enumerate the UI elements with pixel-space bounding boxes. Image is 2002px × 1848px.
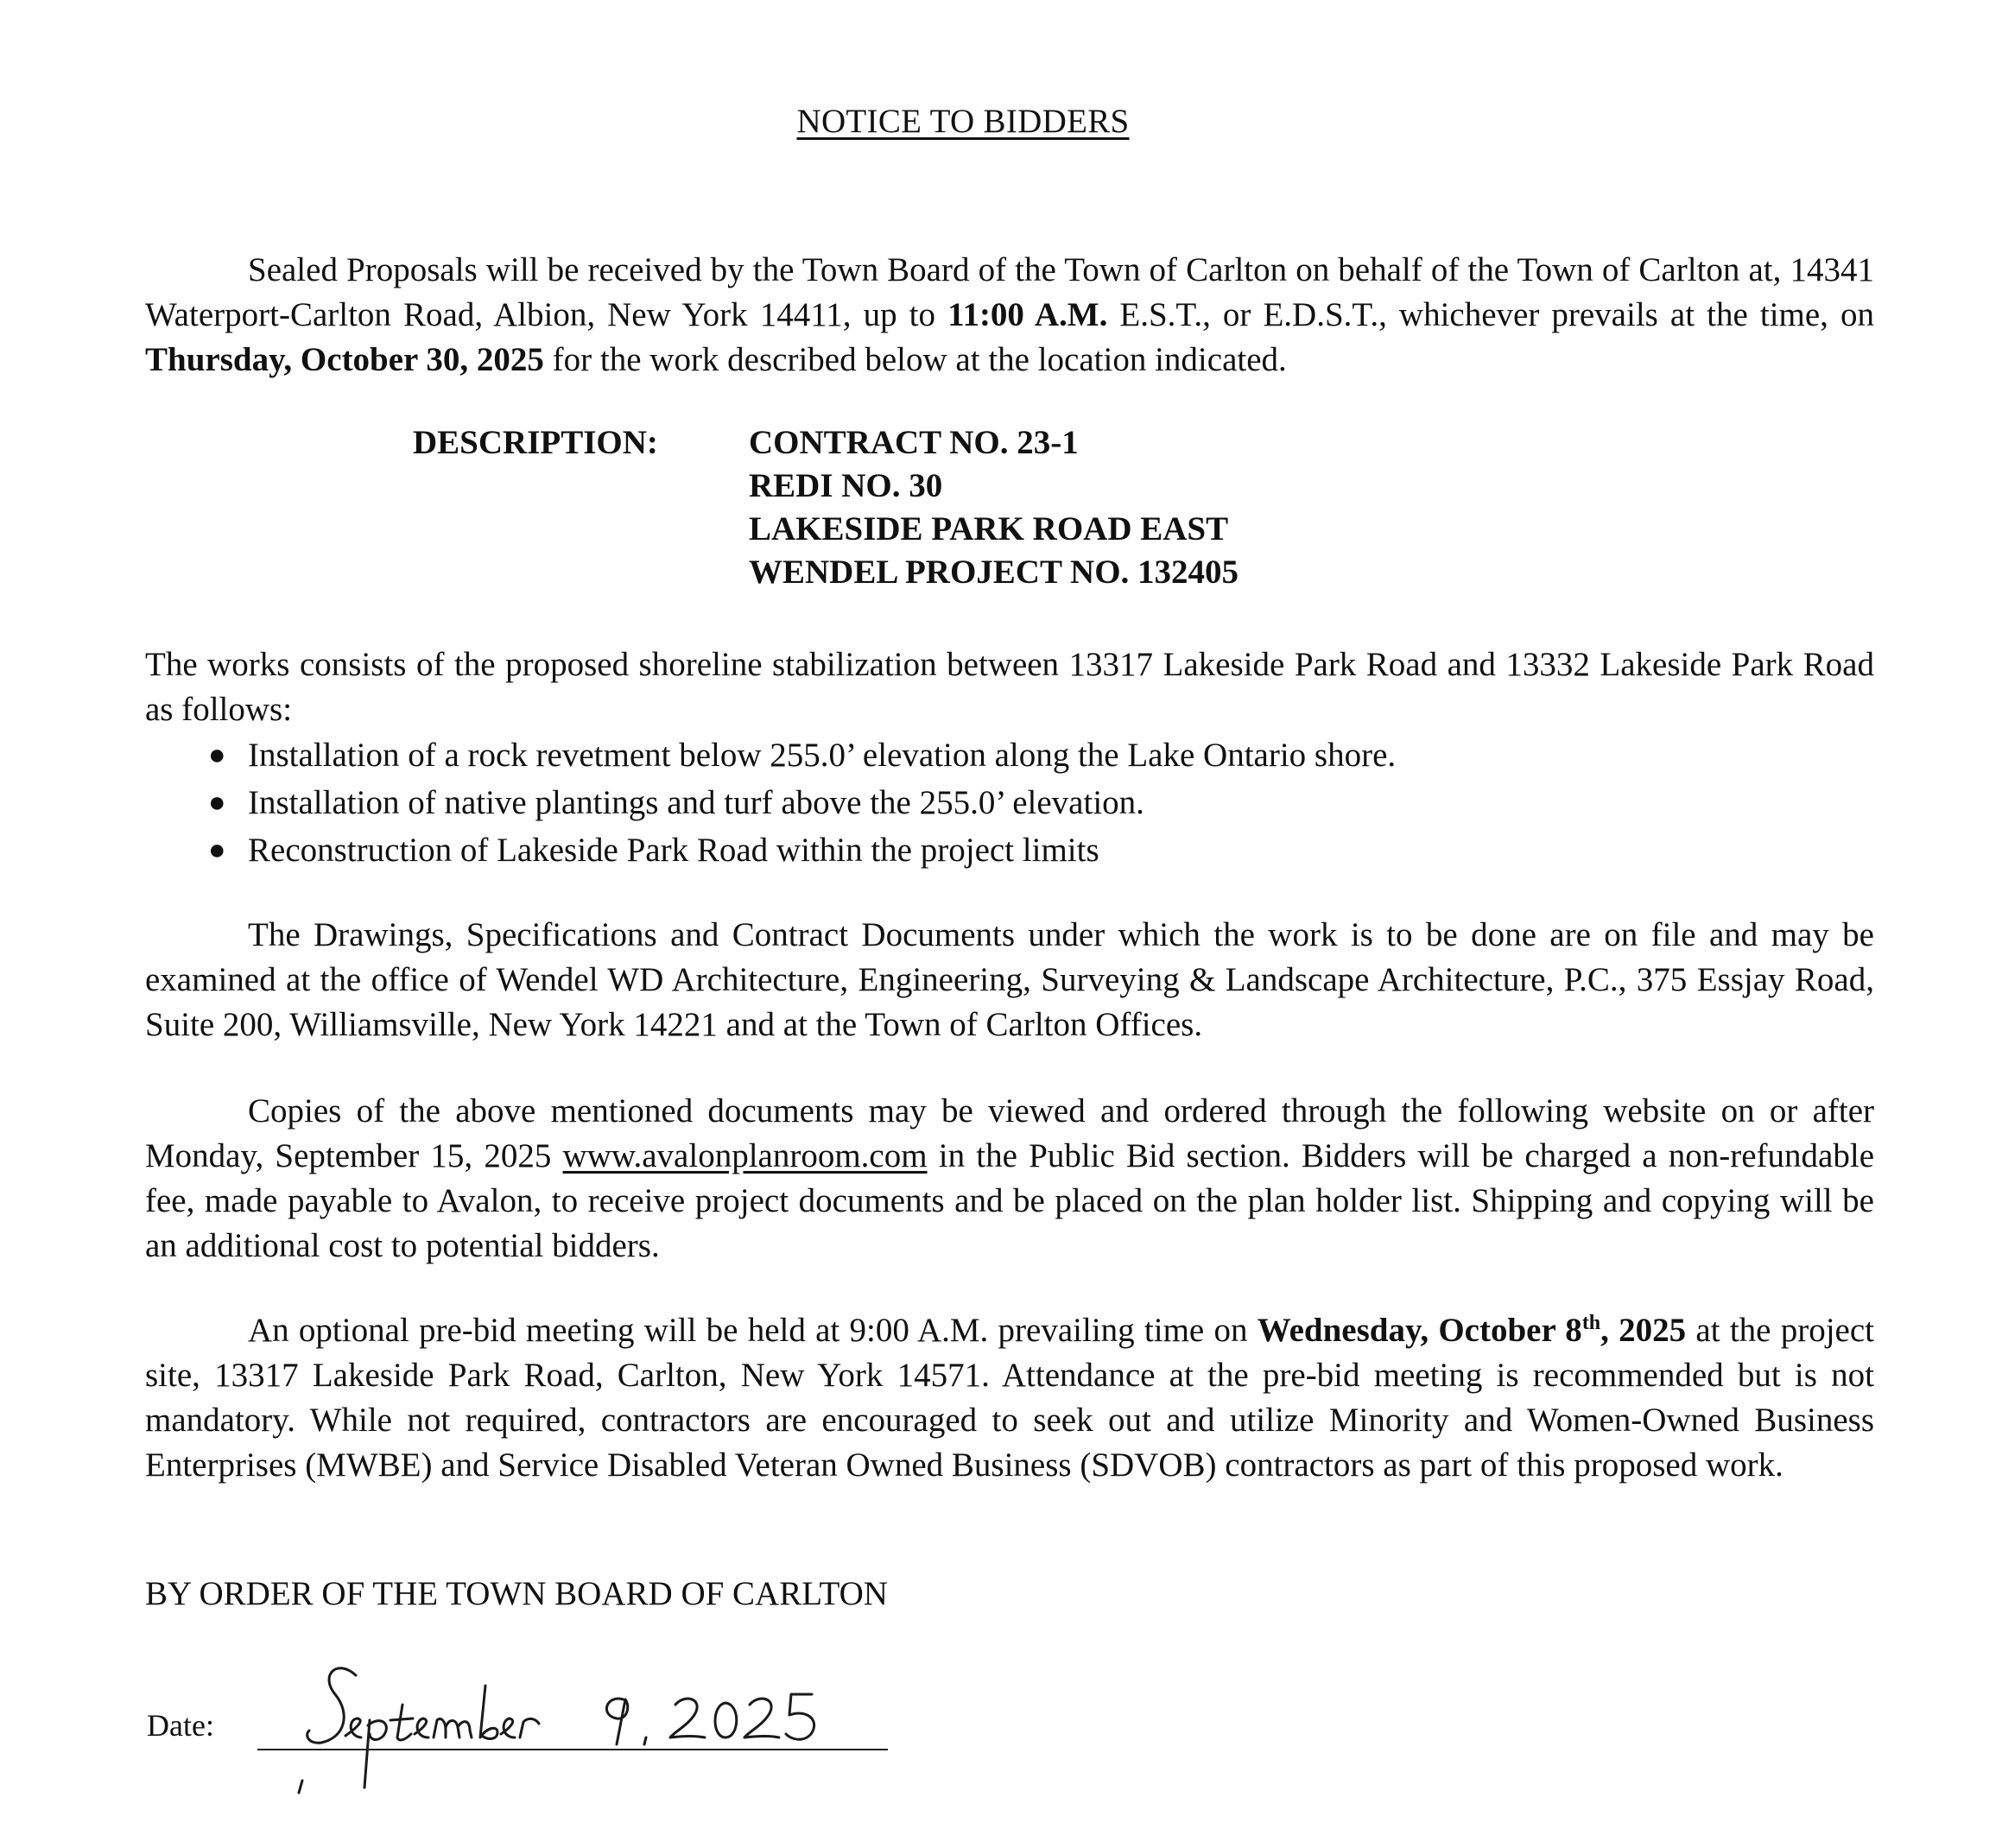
list-item (145, 779, 1872, 826)
copies-paragraph (145, 1089, 1874, 1269)
description-lines (749, 421, 1239, 594)
meeting-text-1: An optional pre-bid meeting will be held at 9:00 A.M. prevailing time on (248, 1312, 1258, 1349)
works-list (145, 731, 1872, 874)
description-line: CONTRACT NO. 23-1 (749, 424, 1079, 461)
description-line: LAKESIDE PARK ROAD EAST (749, 510, 1229, 547)
description-line: REDI NO. 30 (749, 467, 943, 504)
meeting-text-2: at the project site, 13317 Lakeside Park Road, Carlton, New York 14571. Attendance at the pre-bid meeting is recommended but is not mandatory. While not required, contractors are encouraged to seek out and utilize Minority and Women-Owned Business Enterprises (MWBE) and Service Disabled Veteran Owned Business (SDVOB) contractors as part of this proposed work. (145, 1312, 1874, 1484)
bullet-icon: ● (208, 834, 226, 866)
meeting-date-main: Wednesday, October 8 (1257, 1312, 1582, 1349)
list-item (145, 731, 1872, 779)
intro-text-1: Sealed Proposals will be received by the Town Board of the Town of Carlton on behalf of the Town of Carlton at, 14341 Waterport-Carlton Road, Albion, New York 14411, up to (145, 251, 1874, 333)
handwritten-date-signature (285, 1641, 915, 1796)
intro-paragraph (145, 248, 1874, 383)
meeting-paragraph (145, 1308, 1874, 1488)
copies-text-1: Copies of the above mentioned documents may be viewed and ordered through the following website on or after Monday, September 15, 2025 (145, 1092, 1874, 1174)
list-item (145, 826, 1872, 874)
bullet-icon: ● (208, 787, 226, 819)
drawings-paragraph: The Drawings, Specifications and Contract Documents under which the work is to be done are on file and may be examined at the office of Wendel WD Architecture, Engineering, Surveying & Landscape Architecture, P.C., 375 Essjay Road, Suite 200, Williamsville, New York 14221 and at the Town of Carlton Offices. (145, 916, 1874, 1043)
website-link[interactable]: www.avalonplanroom.com (562, 1137, 928, 1174)
order-statement: BY ORDER OF THE TOWN BOARD OF CARLTON (145, 1575, 888, 1612)
signature-line (257, 1749, 888, 1750)
intro-text-3: for the work described below at the location indicated. (543, 341, 1287, 378)
page-title: NOTICE TO BIDDERS (796, 103, 1130, 140)
meeting-date-suffix: th (1581, 1312, 1601, 1334)
bullet-icon: ● (208, 739, 226, 771)
list-item-text: Installation of native plantings and turf above the 255.0’ elevation. (248, 784, 1144, 821)
meeting-date-year: , 2025 (1600, 1312, 1687, 1349)
works-intro: The works consists of the proposed shoreline stabilization between 13317 Lakeside Park Road and 13332 Lakeside Park Road as follows: (145, 646, 1874, 728)
copies-text-2: in the Public Bid section. Bidders will be charged a non-refundable fee, made payable to Avalon, to receive project documents and be placed on the plan holder list. Shipping and copying will be an additional cost to potential bidders. (145, 1137, 1875, 1264)
intro-text-2: E.S.T., or E.D.S.T., whichever prevails at the time, on (1107, 296, 1874, 333)
date-label: Date: (147, 1708, 214, 1743)
meeting-date (1258, 1312, 1686, 1349)
bid-time: 11:00 A.M. (947, 296, 1108, 333)
list-item-text: Reconstruction of Lakeside Park Road within the project limits (248, 832, 1099, 869)
list-item-text: Installation of a rock revetment below 255.0’ elevation along the Lake Ontario shore. (248, 737, 1397, 774)
description-label: DESCRIPTION: (413, 424, 658, 461)
description-line: WENDEL PROJECT NO. 132405 (749, 554, 1239, 591)
bid-date: Thursday, October 30, 2025 (145, 341, 544, 378)
